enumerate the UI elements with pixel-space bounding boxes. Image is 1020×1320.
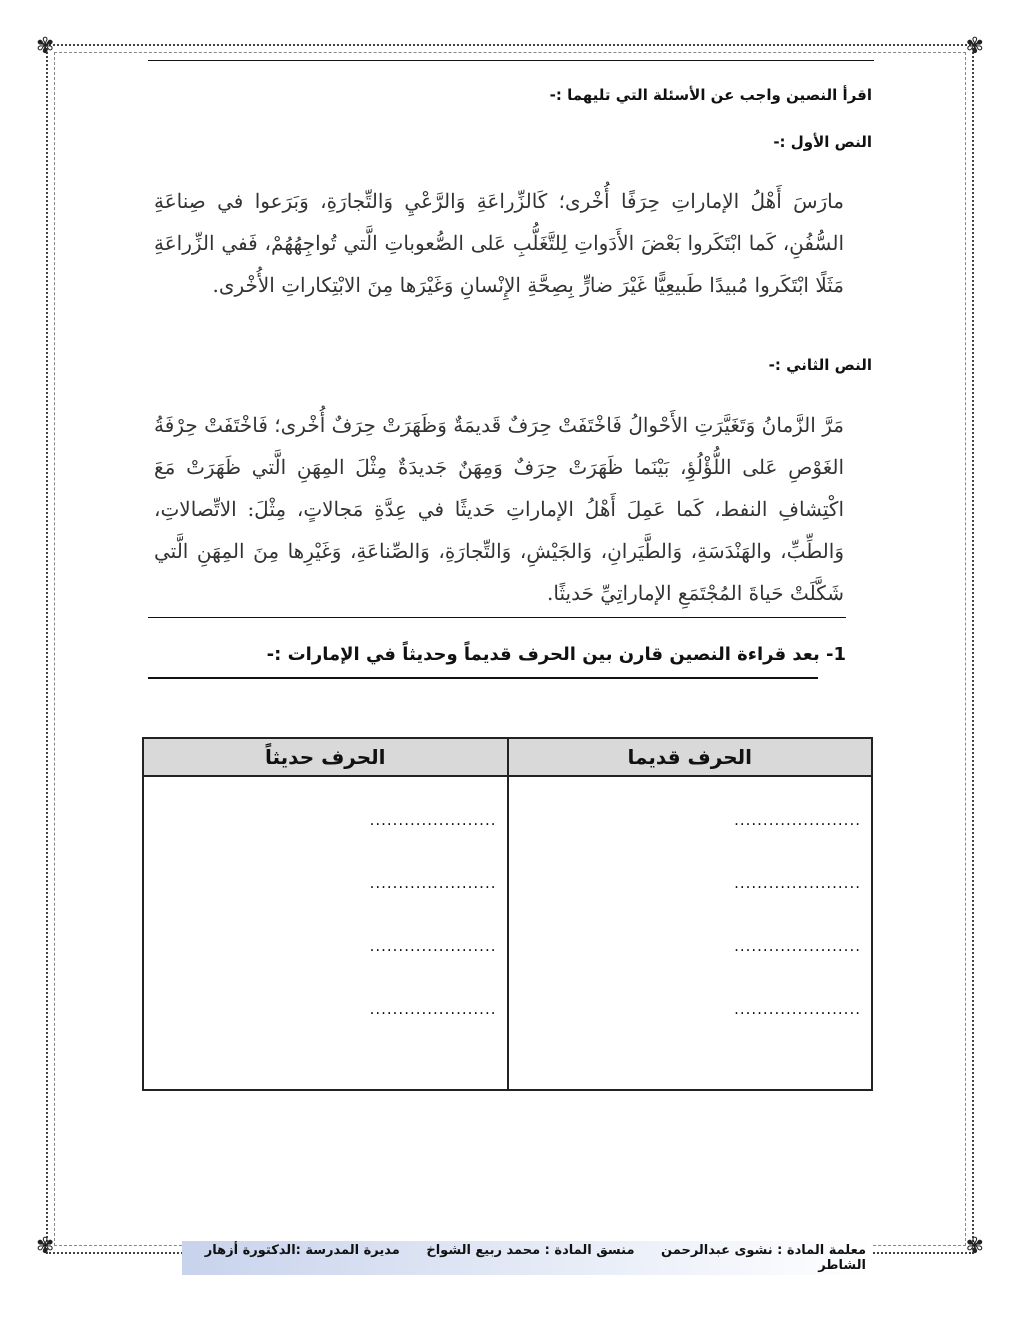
answer-blank[interactable]: ...................... [369,811,497,829]
answer-blank[interactable]: ...................... [369,937,497,955]
comparison-table [142,737,873,1091]
corner-ornament-icon: ✾ [965,34,984,59]
question-1: 1- بعد قراءة النصين قارن بين الحرف قديماً وحديثاً في الإمارات :- [266,644,846,665]
text2-heading: النص الثاني :- [768,356,872,374]
footer-principal: مديرة المدرسة :الدكتورة أزهار الشاطر [204,1243,866,1273]
answer-blank[interactable]: ...................... [734,874,861,892]
new-crafts-answer-cell[interactable] [143,776,508,1090]
text1-passage: مارَسَ أَهْلُ الإماراتِ حِرَفًا أُخْرى؛ كَالزِّراعَةِ وَالرَّعْيِ وَالتِّجارَةِ، وَبَرَعوا في صِناعَةِ السُّفُنِ، كَما ابْتَكَروا بَعْضَ الأَدَواتِ لِلتَّغَلُّبِ عَلى الصُّعوباتِ الَّتي تُواجِهُهُمْ، فَفي الزِّراعَةِ مَثَلًا ابْتَكَروا مُبيدًا طَبيعِيًّا غَيْرَ ضارٍّ بِصِحَّةِ الإِنْسانِ وَغَيْرَها مِنَ الابْتِكاراتِ الأُخْرى. [154,189,844,297]
text2-passage: مَرَّ الزَّمانُ وَتَغَيَّرَتِ الأَحْوالُ فَاخْتَفَتْ حِرَفٌ قَديمَةٌ وَظَهَرَتْ حِرَفٌ أُخْرى؛ فَاخْتَفَتْ حِرْفَةُ الغَوْصِ عَلى اللُّؤْلُؤِ، بَيْنَما ظَهَرَتْ حِرَفٌ وَمِهَنٌ جَديدَةٌ مِثْلَ المِهَنِ الَّتي ظَهَرَتْ مَعَ اكْتِشافِ النفط، كَما عَمِلَ أَهْلُ الإماراتِ حَديثًا في عِدَّةِ مَجالاتٍ، مِثْلَ: الاتِّصالاتِ، وَالطِّبِّ، والهَنْدَسَةِ، وَالطَّيَرانِ، وَالجَيْشِ، وَالتِّجارَةِ، وَالصِّناعَةِ، وَغَيْرِها مِنَ المِهَنِ الَّتي شَكَّلَتْ حَياةَ المُجْتَمَعِ الإماراتِيِّ حَديثًا. [154,413,844,605]
question-underline [148,677,818,679]
section-divider [148,617,846,618]
old-crafts-answer-cell[interactable] [508,776,873,1090]
corner-ornament-icon: ✾ [36,1234,55,1259]
answer-blank[interactable]: ...................... [734,811,861,829]
text1-heading: النص الأول :- [773,133,872,151]
col-header-new-crafts: الحرف حديثاً [143,738,508,776]
instruction-text: اقرأ النصين واجب عن الأسئلة التي تليهما :- [549,86,872,104]
answer-blank[interactable]: ...................... [369,1000,497,1018]
top-divider [148,60,874,61]
footer-teacher: معلمة المادة : نشوى عبدالرحمن [661,1243,866,1258]
footer-credits [182,1241,872,1275]
answer-blank[interactable]: ...................... [734,937,861,955]
corner-ornament-icon: ✾ [965,1234,984,1259]
answer-blank[interactable]: ...................... [734,1000,861,1018]
answer-blank[interactable]: ...................... [369,874,497,892]
col-header-old-crafts: الحرف قديما [508,738,873,776]
footer-coordinator: منسق المادة : محمد ربيع الشواخ [426,1243,635,1258]
corner-ornament-icon: ✾ [36,34,55,59]
